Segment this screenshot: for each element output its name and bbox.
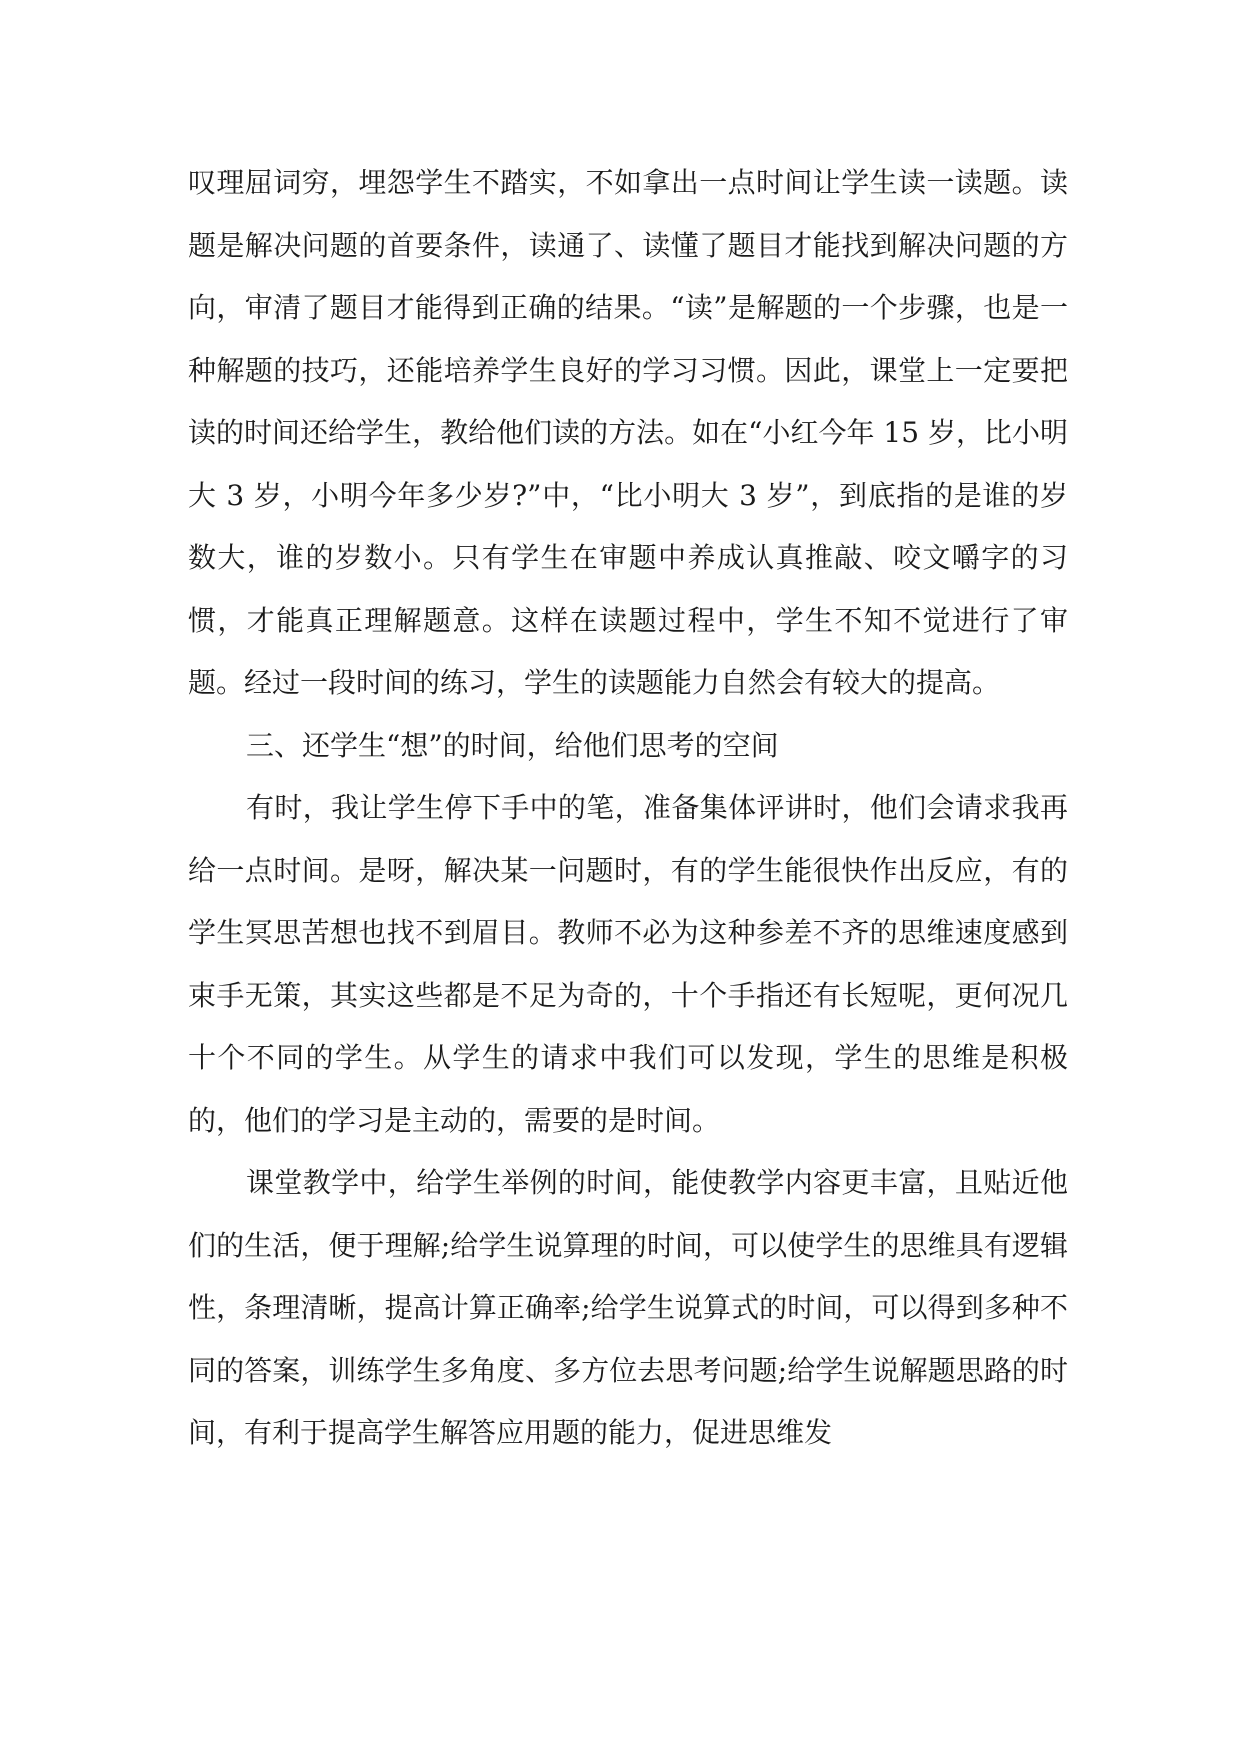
paragraph-classroom-teaching: 课堂教学中，给学生举例的时间，能使教学内容更丰富，且贴近他们的生活，便于理解;给学生说算理的时间，可以使学生的思维具有逻辑性，条理清晰，提高计算正确率;给学生说算式的时间，可以得到多种不同的答案，训练学生多角度、多方位去思考问题;给学生说解题思路的时间，有利于提高学生解答应用题的能力，促进思维发 [188, 1166, 1068, 1449]
section-heading-thinking-time: 三、还学生“想”的时间，给他们思考的空间 [246, 728, 779, 762]
document-page [188, 152, 1068, 1465]
paragraph-reading-practice: 叹理屈词穷，埋怨学生不踏实，不如拿出一点时间让学生读一读题。读题是解决问题的首要条件，读通了、读懂了题目才能找到解决问题的方向，审清了题目才能得到正确的结果。“读”是解题的一个步骤，也是一种解题的技巧，还能培养学生良好的学习习惯。因此，课堂上一定要把读的时间还给学生，教给他们读的方法。如在“小红今年 15 岁，比小明大 3 岁，小明今年多少岁?”中，“比小明大 3 岁”，到底指的是谁的岁数大，谁的岁数小。只有学生在审题中养成认真推敲、咬文嚼字的习惯，才能真正理解题意。这样在读题过程中，学生不知不觉进行了审题。经过一段时间的练习，学生的读题能力自然会有较大的提高。 [188, 166, 1068, 699]
paragraph-student-requests: 有时，我让学生停下手中的笔，准备集体评讲时，他们会请求我再给一点时间。是呀，解决某一问题时，有的学生能很快作出反应，有的学生冥思苦想也找不到眉目。教师不必为这种参差不齐的思维速度感到束手无策，其实这些都是不足为奇的，十个手指还有长短呢，更何况几十个不同的学生。从学生的请求中我们可以发现，学生的思维是积极的，他们的学习是主动的，需要的是时间。 [188, 791, 1068, 1137]
